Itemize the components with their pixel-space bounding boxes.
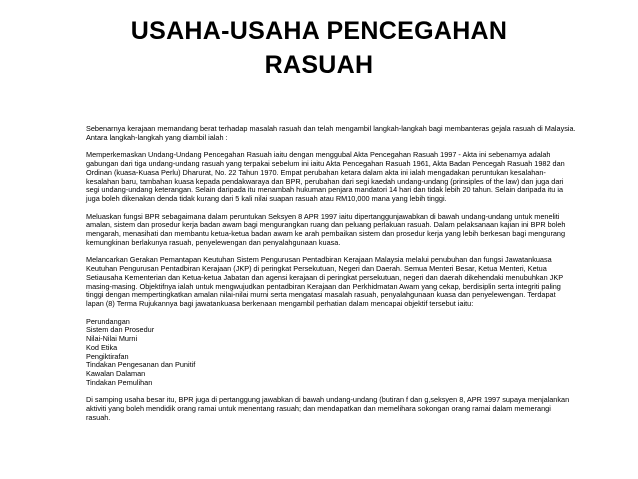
text-line: aktiviti yang boleh mendidik orang ramai untuk menentang rasuah; dan mendapatkan dan memelihara sokongan orang ramai dalam memerangi — [86, 404, 551, 413]
paragraph-closing — [86, 396, 612, 422]
list-item: Sistem dan Prosedur — [86, 325, 155, 335]
text-line: kemungkinan berlakunya rasuah, penyelewengan dan penyalahgunaan kuasa. — [86, 237, 341, 247]
text-line: kesalahan baru, tambahan kuasa kepada pendakwaraya dan BPR, perubahan dari segi kaedah undang-undang (prinsiples of the law) dan juga dari — [86, 176, 564, 186]
text-line: rasuah. — [86, 412, 111, 422]
list-item: Tindakan Pengesanan dan Punitif — [86, 360, 196, 370]
title-line-2: RASUAH — [264, 51, 374, 79]
paragraph-jkp — [86, 256, 612, 309]
text-line: Antara langkah-langkah yang diambil ialah : — [86, 132, 228, 142]
text-line: Keutuhan Pengurusan Pentadbiran Kerajaan (JKP) di peringkat Persekutuan, Negeri dan Daerah. Semua Menteri Besar, Ketua Menteri, Ketua — [86, 264, 547, 273]
text-line: Memperkemaskan Undang-Undang Pencegahan Rasuah iaitu dengan menggubal Akta Pencegahan Rasuah 1997 - Akta ini sebenarnya adalah — [86, 150, 551, 160]
page-title — [0, 14, 638, 82]
list-item: Kawalan Dalaman — [86, 369, 146, 378]
text-line: Setiausaha Kementerian dan Ketua-ketua Jabatan dan agensi kerajaan di peringkat persekutuan, negeri dan daerah dikehendaki menubuhkan JKP — [86, 272, 564, 282]
paragraph-law-reform — [86, 151, 612, 204]
text-line: lapan (8) Terma Rujukannya bagi jawatankuasa berkenaan mengambil perhatian dalam mencapai objektif tersebut iaitu: — [86, 299, 474, 308]
text-line: gabungan dari tiga undang-undang rasuah yang terpakai sebelum ini iaitu Akta Pencegahan Rasuah 1961, Akta Badan Pencegah Rasuah 1982 dan — [86, 159, 565, 168]
list-item: Perundangan — [86, 316, 130, 326]
text-line: tinggi dengan mempertingkatkan amalan nilai-nilai murni serta mengatasi masalah rasuah, penyalahgunaan kuasa dan penyelewengan. Terdapat — [86, 290, 556, 300]
text-line: segi undang-undang keterangan. Selain daripada itu menambah hukuman penjara mandatori 14 hari dan tidak lebih 20 tahun. Selain daripada itu ia — [86, 185, 564, 195]
text-line: masing-masing. Objektifnya ialah untuk mengwujudkan pentadbiran Kerajaan dan Perkhidmatan Awam yang cekap, berdisiplin serta integriti paling — [86, 281, 561, 291]
title-line-1: USAHA-USAHA PENCEGAHAN — [130, 17, 508, 45]
paragraph-bpr-function — [86, 213, 612, 248]
terms-list — [86, 318, 612, 388]
list-item: Pengiktirafan — [86, 351, 129, 361]
list-item: Kod Etika — [86, 342, 118, 352]
text-line: juga boleh dikenakan denda tidak kurang dari 5 kali nilai suapan rasuah atau RM10,000 mana yang lebih tinggi. — [86, 194, 447, 203]
body-text — [86, 125, 612, 423]
paragraph-intro — [86, 125, 612, 143]
text-line: Sebenarnya kerajaan memandang berat terhadap masalah rasuah dan telah mengambil langkah-langkah bagi membanteras gejala rasuah di Malaysia. — [86, 124, 576, 133]
list-item: Tindakan Pemulihan — [86, 377, 153, 387]
text-line: Ordinan (kuasa-Kuasa Perlu) Dharurat, No. 22 Tahun 1970. Empat perubahan ketara dalam akta ini ialah mengadakan peruntukan kesalahan- — [86, 167, 546, 177]
text-line: Meluaskan fungsi BPR sebagaimana dalam peruntukan Seksyen 8 APR 1997 iaitu dipertanggunjawabkan di bawah undang-undang untuk meneliti — [86, 211, 560, 221]
text-line: amalan, sistem dan prosedur kerja badan awam bagi mengurangkan ruang dan peluang perlakuan rasuah. Dalam pelaksanaan kajian ini BPR boleh — [86, 220, 566, 230]
text-line: mengarah, menasihati dan membantu ketua-ketua badan awam ke arah pembaikan sistem dan prosedur kerja yang lebih berkesan bagi mengurang — [86, 229, 566, 238]
text-line: Melancarkan Gerakan Pemantapan Keutuhan Sistem Pengurusan Pentadbiran Kerajaan Malaysia melalui penubuhan dan fungsi Jawatankuasa — [86, 255, 552, 265]
text-line: Di samping usaha besar itu, BPR juga di pertanggung jawabkan di bawah undang-undang (butiran f dan g,seksyen 8, APR 1997 supaya menjalankan — [86, 395, 570, 405]
list-item: Nilai-Nilai Murni — [86, 334, 138, 343]
